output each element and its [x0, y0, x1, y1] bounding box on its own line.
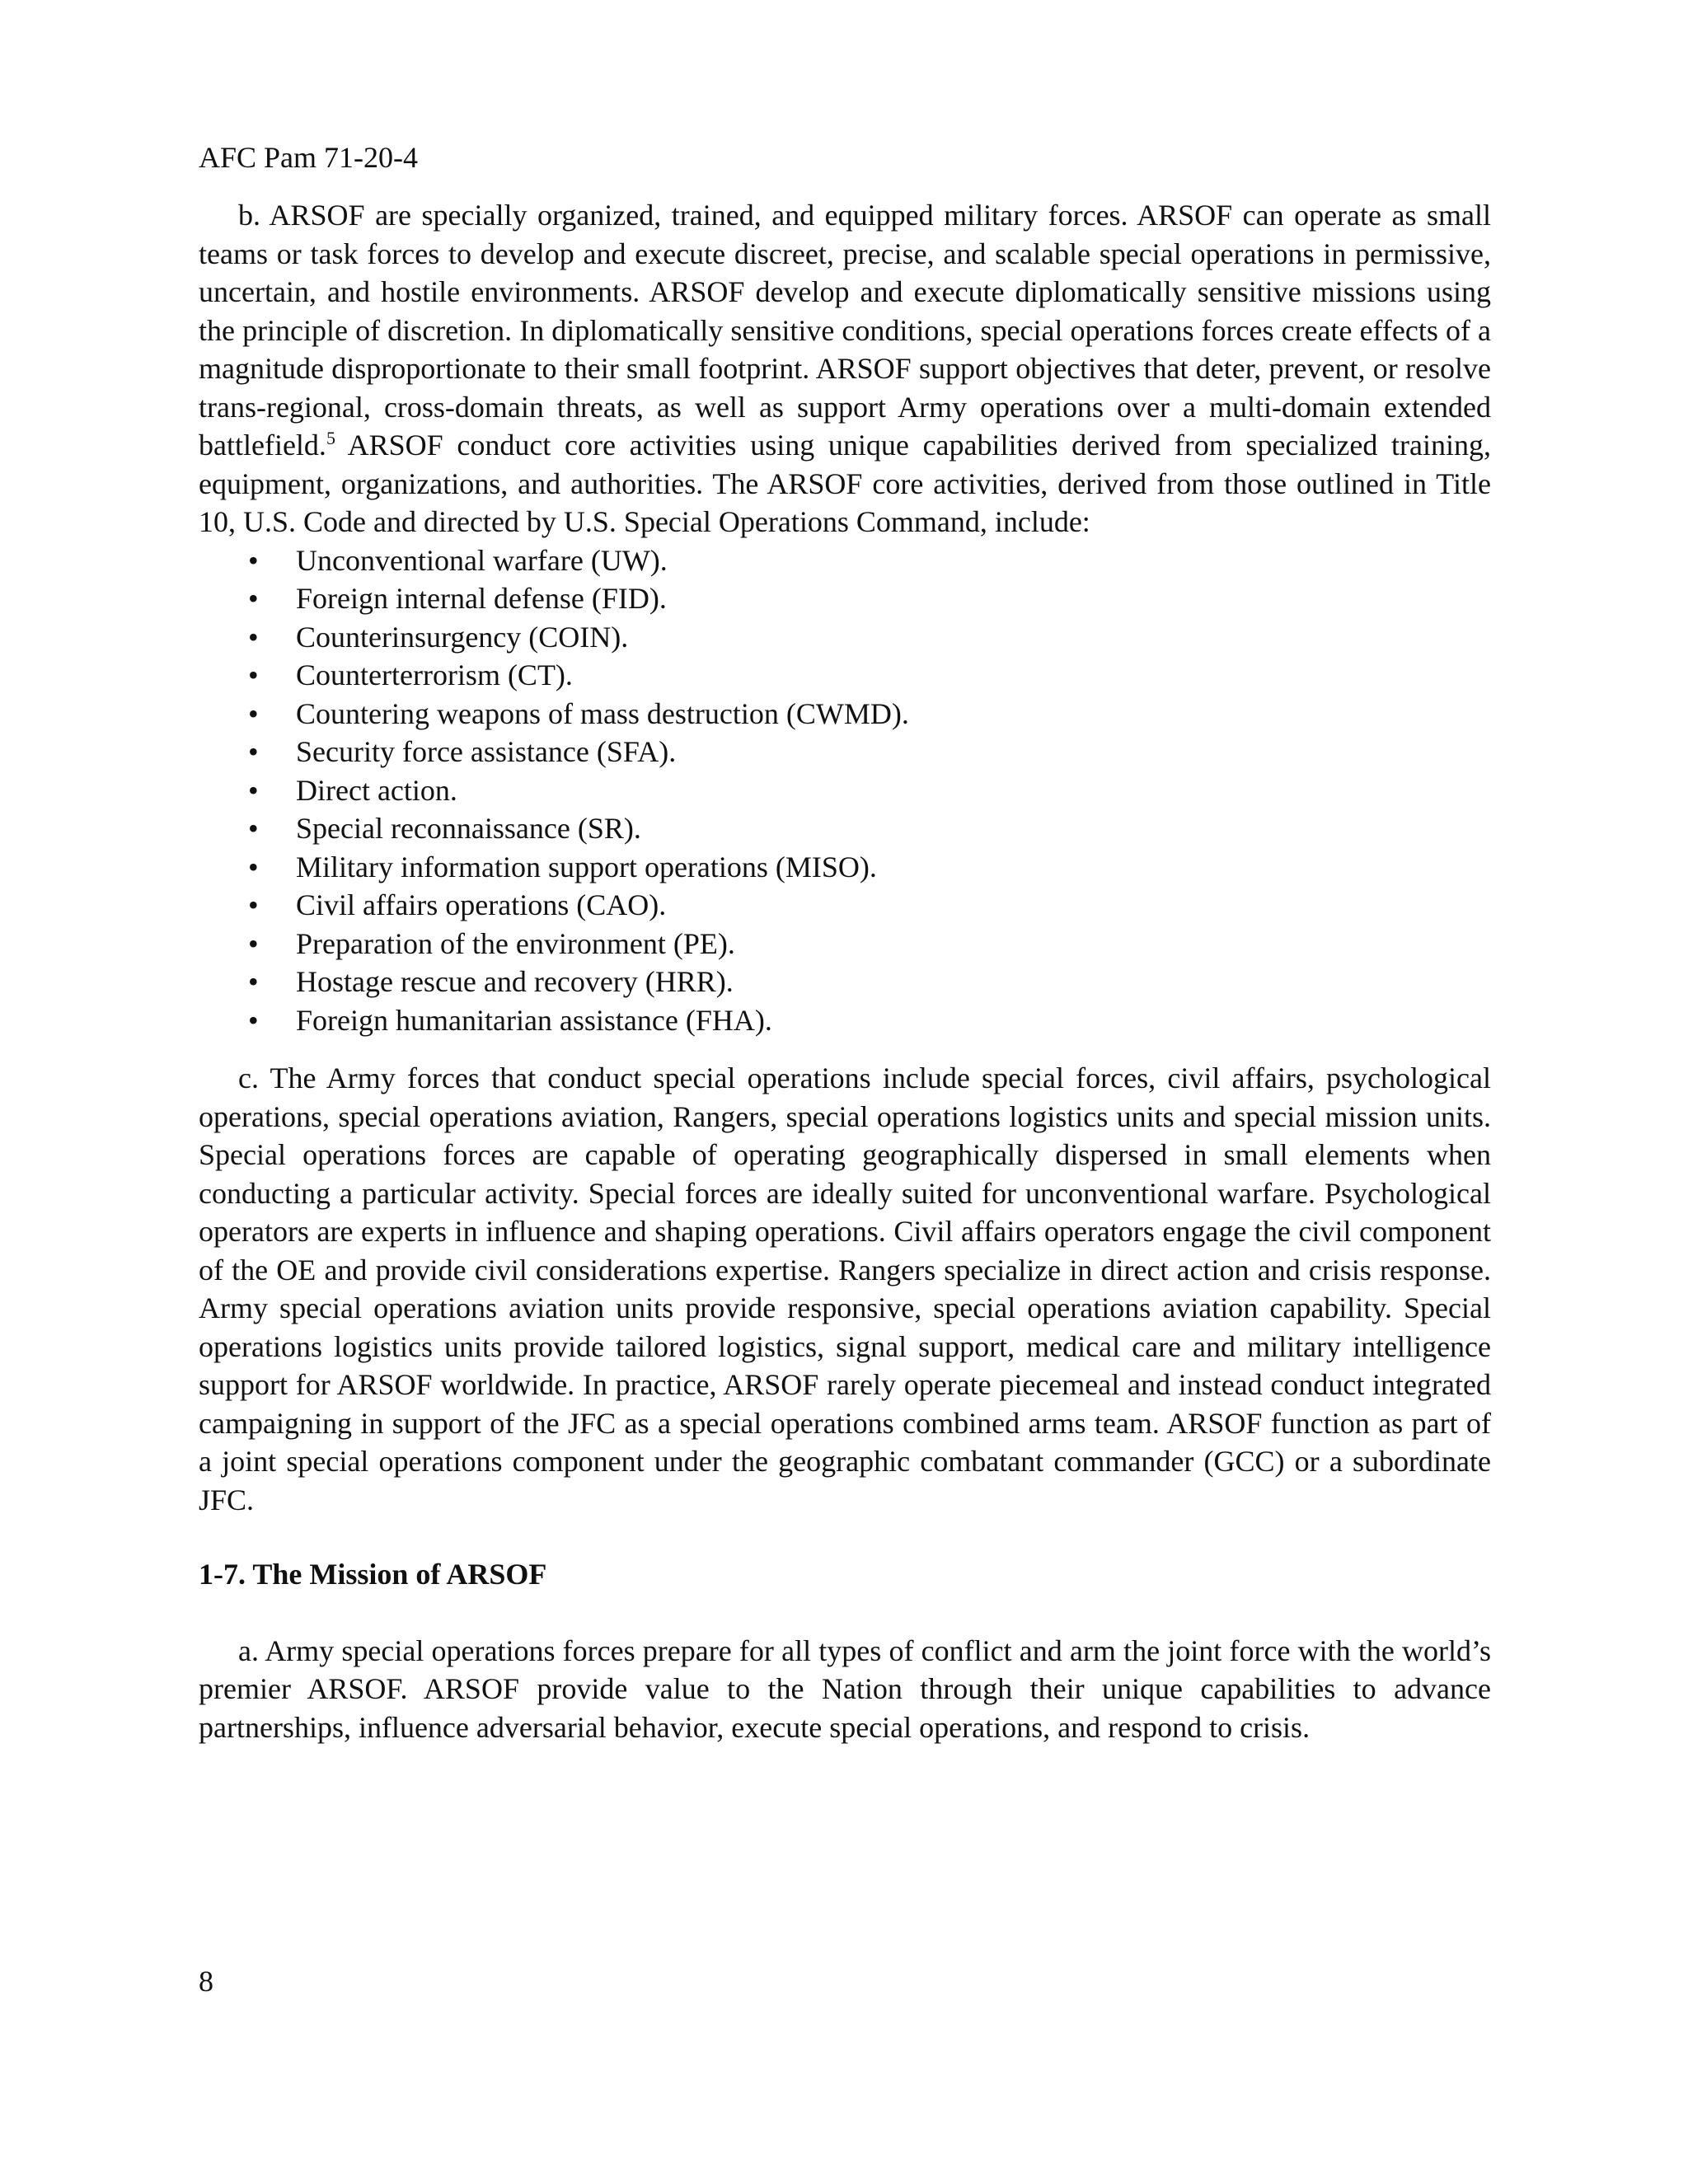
bullet-icon: •	[248, 582, 259, 615]
core-activity-item	[199, 695, 1491, 733]
page-number: 8	[199, 1965, 213, 1998]
core-activity-item	[199, 886, 1491, 925]
bullet-icon: •	[248, 620, 259, 654]
core-activity-text: Preparation of the environment (PE).	[296, 926, 735, 960]
core-activity-text: Military information support operations (MISO).	[296, 850, 877, 883]
section-heading: 1-7. The Mission of ARSOF	[199, 1558, 547, 1591]
mission-paragraph-a: a. Army special operations forces prepare for all types of conflict and arm the joint force with the world’s premier ARSOF. ARSOF provide value to the Nation through their unique capabilities to advance partnerships, influence adversarial behavior, execute special operations, and respond to crisis.	[199, 1633, 1491, 1744]
bullet-icon: •	[248, 850, 259, 883]
bullet-icon: •	[248, 888, 259, 921]
core-activity-text: Foreign humanitarian assistance (FHA).	[296, 1003, 772, 1037]
core-activity-item	[199, 963, 1491, 1001]
core-activity-item	[199, 925, 1491, 963]
bullet-icon: •	[248, 926, 259, 960]
paragraph-b-lead: b. ARSOF are specially organized, trained, and equipped military forces. ARSOF can operate as small teams or task forces to develop and execute discreet, precise, and scalable special operations in permissive, uncertain, and hostile environments. ARSOF develop and execute diplomatically sensitive missions using the principle of discretion. In diplomatically sensitive conditions, special operations forces create effects of a magnitude disproportionate to their small footprint. ARSOF support objectives that deter, prevent, or resolve trans-regional, cross-domain threats, as well as support Army operations over a multi-domain extended battlefield.	[199, 199, 1491, 462]
core-activity-text: Counterinsurgency (COIN).	[296, 620, 629, 654]
footnote-reference[interactable]: 5	[326, 428, 335, 448]
core-activity-text: Special reconnaissance (SR).	[296, 812, 641, 845]
core-activity-item	[199, 618, 1491, 657]
body-text	[199, 196, 1491, 1746]
core-activity-text: Countering weapons of mass destruction (CWMD).	[296, 696, 909, 730]
paragraph-b	[199, 196, 1491, 541]
bullet-icon: •	[248, 773, 259, 807]
core-activity-text: Foreign internal defense (FID).	[296, 582, 667, 615]
core-activity-text: Unconventional warfare (UW).	[296, 543, 668, 577]
core-activity-item	[199, 809, 1491, 848]
core-activity-item	[199, 1001, 1491, 1040]
core-activity-text: Civil affairs operations (CAO).	[296, 888, 667, 921]
core-activity-text: Hostage rescue and recovery (HRR).	[296, 965, 734, 998]
bullet-icon: •	[248, 696, 259, 730]
document-header: AFC Pam 71-20-4	[199, 141, 419, 174]
core-activity-text: Counterterrorism (CT).	[296, 658, 573, 691]
core-activity-item	[199, 733, 1491, 771]
core-activity-item	[199, 848, 1491, 887]
paragraph-b-tail: ARSOF conduct core activities using unique capabilities derived from specialized training, equipment, organizations, and authorities. The ARSOF core activities, derived from those outlined in Title 10, U.S. Code and directed by U.S. Special Operations Command, include:	[199, 429, 1491, 538]
core-activities-list	[199, 541, 1491, 1040]
paragraph-c: c. The Army forces that conduct special operations include special forces, civil affairs, psychological operations, special operations aviation, Rangers, special operations logistics units and special mission units. Special operations forces are capable of operating geographically dispersed in small elements when conducting a particular activity. Special forces are ideally suited for unconventional warfare. Psychological operators are experts in influence and shaping operations. Civil affairs operators engage the civil component of the OE and provide civil considerations expertise. Rangers specialize in direct action and crisis response. Army special operations aviation units provide responsive, special operations aviation capability. Special operations logistics units provide tailored logistics, signal support, medical care and military intelligence support for ARSOF worldwide. In practice, ARSOF rarely operate piecemeal and instead conduct integrated campaigning in support of the JFC as a special operations combined arms team. ARSOF function as part of a joint special operations component under the geographic combatant commander (GCC) or a subordinate JFC.	[199, 1062, 1491, 1516]
core-activity-text: Security force assistance (SFA).	[296, 735, 677, 768]
bullet-icon: •	[248, 812, 259, 845]
bullet-icon: •	[248, 658, 259, 691]
core-activity-item	[199, 541, 1491, 580]
core-activity-item	[199, 579, 1491, 618]
core-activity-item	[199, 771, 1491, 810]
bullet-icon: •	[248, 543, 259, 577]
bullet-icon: •	[248, 1003, 259, 1037]
core-activity-item	[199, 656, 1491, 695]
bullet-icon: •	[248, 735, 259, 768]
bullet-icon: •	[248, 965, 259, 998]
core-activity-text: Direct action.	[296, 773, 457, 807]
